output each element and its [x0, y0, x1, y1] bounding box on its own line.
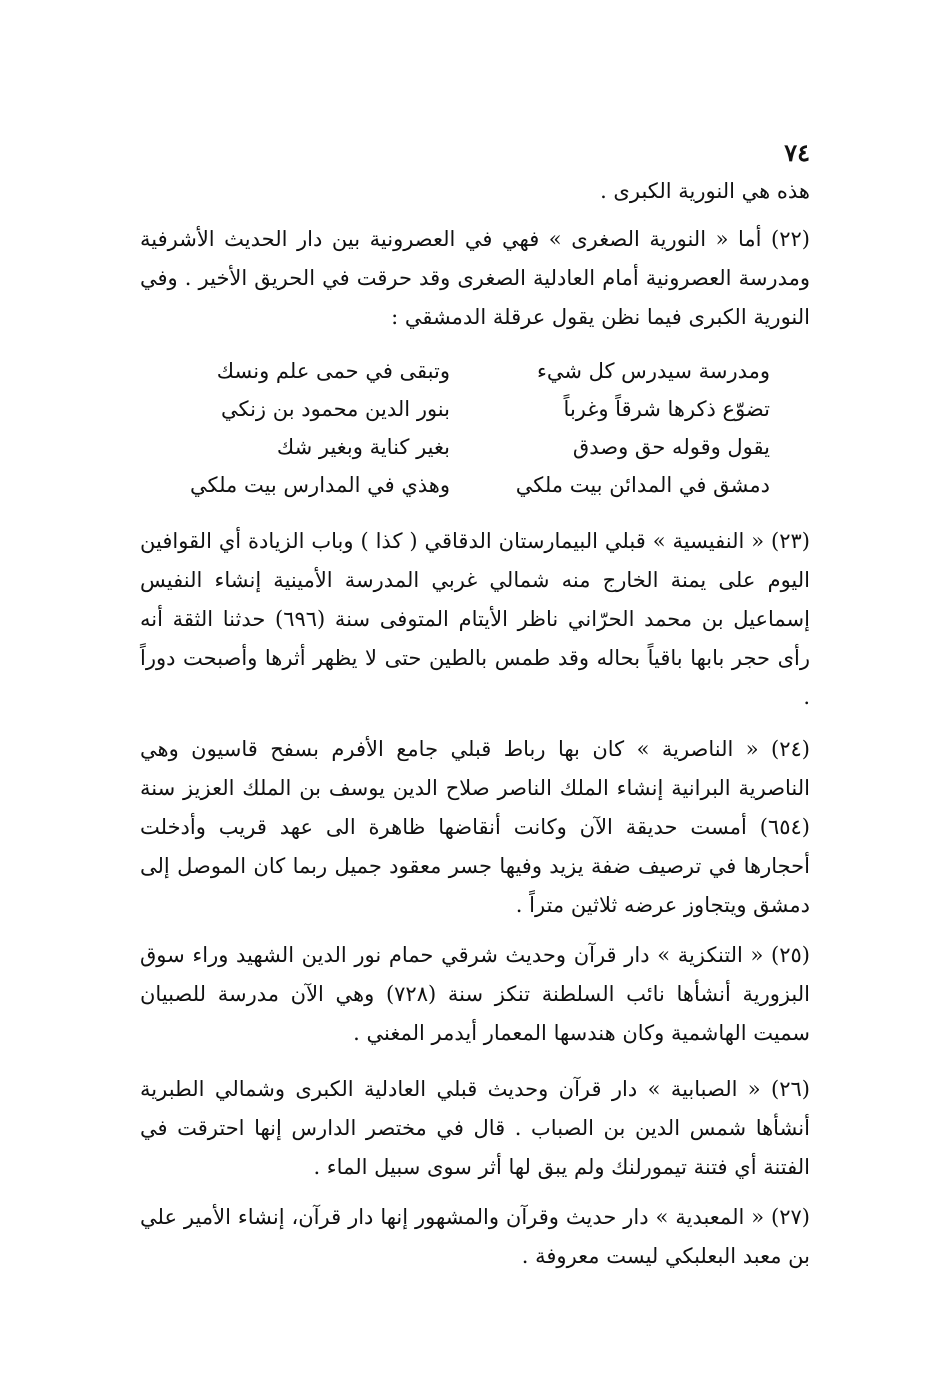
poem-second-hemistich: بغير كناية وبغير شك: [276, 435, 450, 459]
document-page: [140, 0, 810, 1373]
paragraph-23: (٢٣) « النفيسية » قبلي البيمارستان الدقاقي ( كذا ) وباب الزيادة أي القوافين اليوم على يمنة الخارج منه شمالي غربي المدرسة الأمينية إنشاء النفيس إسماعيل بن محمد الحرّاني ناظر الأيتام المتوفى سنة (٦٩٦) حدثنا الثقة أنه رأى حجر بابها باقياً بحاله وقد طمس بالطين حتى لا يظهر أثرها وأصبحت دوراً .: [140, 529, 810, 709]
poem-verse: [180, 428, 770, 466]
poem-second-hemistich: وتبقى في حمى علم ونسك: [216, 359, 450, 383]
poem-first-hemistich: يقول وقوله حق وصدق: [572, 435, 770, 459]
poem-verse: [180, 466, 770, 504]
poem: [180, 352, 770, 504]
poem-first-hemistich: تضوّع ذكرها شرقاً وغرباً: [563, 397, 770, 421]
poem-first-hemistich: ومدرسة سيدرس كل شيء: [536, 359, 770, 383]
poem-second-hemistich: وهذي في المدارس بيت ملكي: [189, 473, 450, 497]
page-number: ٧٤: [784, 138, 810, 167]
poem-verse: [180, 390, 770, 428]
paragraph-27: (٢٧) « المعبدية » دار حديث وقرآن والمشهور إنها دار قرآن، إنشاء الأمير علي بن معبد البعلبكي ليست معروفة .: [140, 1205, 810, 1268]
paragraph-24: (٢٤) « الناصرية » كان بها رباط قبلي جامع الأفرم بسفح قاسيون وهي الناصرية البرانية إنشاء الملك الناصر صلاح الدين يوسف بن الملك العزيز سنة (٦٥٤) أمست حديقة الآن وكانت أنقاضها ظاهرة الى عهد قريب وأدخلت أحجارها في ترصيف ضفة يزيد وفيها جسر معقود جميل ربما كان الموصل إلى دمشق ويتجاوز عرضه ثلاثين متراً .: [140, 737, 810, 917]
poem-verse: [180, 352, 770, 390]
poem-first-hemistich: دمشق في المدائن بيت ملكي: [515, 473, 770, 497]
poem-second-hemistich: بنور الدين محمود بن زنكي: [220, 397, 450, 421]
paragraph-26: (٢٦) « الصبابية » دار قرآن وحديث قبلي العادلية الكبرى وشمالي الطبرية أنشأها شمس الدين بن الصباب . قال في مختصر الدارس إنها احترقت في الفتنة أي فتنة تيمورلنك ولم يبق لها أثر سوى سبيل الماء .: [140, 1077, 810, 1179]
paragraph-22: (٢٢) أما « النورية الصغرى » فهي في العصرونية بين دار الحديث الأشرفية ومدرسة العصرونية أمام العادلية الصغرى وقد حرقت في الحريق الأخير . وفي النورية الكبرى فيما نظن يقول عرقلة الدمشقي :: [140, 227, 810, 329]
paragraph-intro: هذه هي النورية الكبرى .: [600, 179, 810, 203]
paragraph-25: (٢٥) « التنكزية » دار قرآن وحديث شرقي حمام نور الدين الشهيد وراء سوق البزورية أنشأها نائب السلطنة تنكز سنة (٧٢٨) وهي الآن مدرسة للصبيان سميت الهاشمية وكان هندسها المعمار أيدمر المغني .: [140, 943, 811, 1045]
